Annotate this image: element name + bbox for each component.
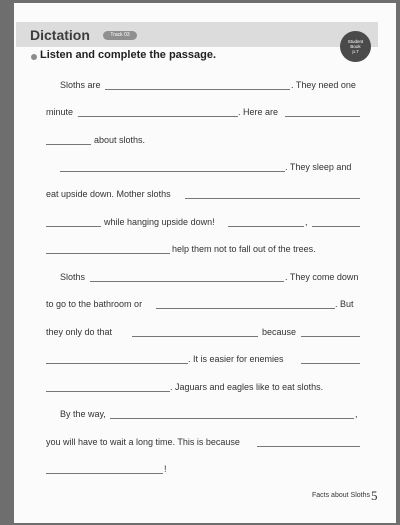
passage-text: ! xyxy=(164,464,167,474)
answer-blank[interactable] xyxy=(110,418,354,419)
instruction: Listen and complete the passage. xyxy=(40,49,217,61)
passage-text: they only do that xyxy=(46,327,113,337)
student-book-line-1: Student xyxy=(347,39,364,44)
passage-text: . It is easier for enemies xyxy=(188,354,284,364)
passage-line-4 xyxy=(0,158,400,174)
answer-blank[interactable] xyxy=(46,144,91,145)
passage-text: to go to the bathroom or xyxy=(46,299,143,309)
bullet-icon xyxy=(31,54,37,60)
passage-text: Sloths are xyxy=(60,80,101,90)
passage-text: Sloths xyxy=(60,272,86,282)
answer-blank[interactable] xyxy=(132,336,258,337)
answer-blank[interactable] xyxy=(301,336,360,337)
answer-blank[interactable] xyxy=(156,308,335,309)
answer-blank[interactable] xyxy=(46,253,170,254)
passage-line-1 xyxy=(0,76,400,92)
passage-line-5 xyxy=(0,185,400,201)
passage-line-15 xyxy=(0,460,400,476)
passage-text: while hanging upside down! xyxy=(104,217,215,227)
answer-blank[interactable] xyxy=(46,391,170,392)
passage-text: . They need one xyxy=(291,80,356,90)
passage-text: . But xyxy=(335,299,354,309)
answer-blank[interactable] xyxy=(285,116,360,117)
passage-text: because xyxy=(262,327,297,337)
answer-blank[interactable] xyxy=(46,363,188,364)
passage-line-12 xyxy=(0,378,400,394)
answer-blank[interactable] xyxy=(228,226,304,227)
answer-blank[interactable] xyxy=(60,171,285,172)
passage-line-3 xyxy=(0,131,400,147)
passage-text: . They sleep and xyxy=(285,162,352,172)
passage-line-7 xyxy=(0,240,400,256)
passage-text: minute xyxy=(46,107,74,117)
passage-line-10 xyxy=(0,323,400,339)
answer-blank[interactable] xyxy=(90,281,284,282)
answer-blank[interactable] xyxy=(257,446,360,447)
answer-blank[interactable] xyxy=(185,198,360,199)
answer-blank[interactable] xyxy=(301,363,360,364)
passage-text: eat upside down. Mother sloths xyxy=(46,189,171,199)
answer-blank[interactable] xyxy=(78,116,238,117)
passage-line-11 xyxy=(0,350,400,366)
passage-line-2 xyxy=(0,103,400,119)
passage-text: . They come down xyxy=(285,272,359,282)
passage-line-14 xyxy=(0,433,400,449)
passage-text: you will have to wait a long time. This is because xyxy=(46,437,240,447)
footer-title: Facts about Sloths xyxy=(312,492,370,499)
passage-text: By the way, xyxy=(60,409,106,419)
passage-text: help them not to fall out of the trees. xyxy=(172,244,316,254)
track-badge: Track 03 xyxy=(103,31,137,40)
answer-blank[interactable] xyxy=(46,473,163,474)
page-number: 5 xyxy=(371,488,378,503)
passage-line-13 xyxy=(0,405,400,421)
passage-text: about sloths. xyxy=(94,135,146,145)
passage-text: , xyxy=(355,409,358,419)
answer-blank[interactable] xyxy=(46,226,101,227)
passage-line-9 xyxy=(0,295,400,311)
passage-line-6 xyxy=(0,213,400,229)
passage-text: . Jaguars and eagles like to eat sloths. xyxy=(170,382,324,392)
answer-blank[interactable] xyxy=(312,226,360,227)
answer-blank[interactable] xyxy=(105,89,290,90)
passage-line-8 xyxy=(0,268,400,284)
passage-text: . Here are xyxy=(238,107,279,117)
passage-text: , xyxy=(305,217,308,227)
student-book-badge xyxy=(340,31,371,62)
student-book-line-2: Book xyxy=(350,44,361,49)
section-title: Dictation xyxy=(30,27,90,43)
student-book-line-3: p.7 xyxy=(352,49,359,54)
